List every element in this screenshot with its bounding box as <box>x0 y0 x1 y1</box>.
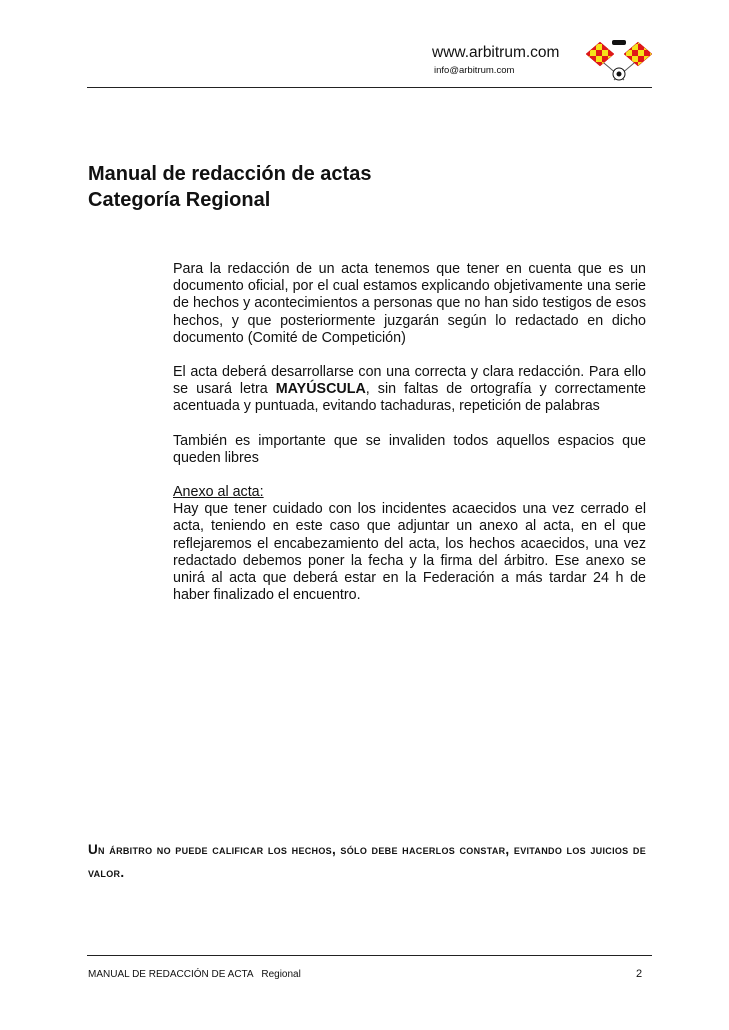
paragraph-intro: Para la redacción de un acta tenemos que tener en cuenta que es un documento oficial, por el cual estamos explicando objetivamente una serie de hechos y acontecimientos a personas que no han sido testigos de esos hechos, y que posteriormente juzgarán según lo redactado en dicho documento (Comité de Competición) <box>173 261 646 346</box>
paragraph-empty-spaces: También es importante que se invaliden todos aquellos espacios que queden libres <box>173 432 646 466</box>
paragraph-writing-rules <box>173 364 646 416</box>
referee-flags-logo-icon <box>584 38 654 82</box>
page-title <box>88 161 371 213</box>
annex-text: Hay que tener cuidado con los incidentes acaecidos una vez cerrado el acta, teniendo en este caso que adjuntar un anexo al acta, en el que reflejaremos el encabezamiento del acta, los hechos acaecidos, una vez redactado debemos poner la fecha y la firma del árbitro. Ese anexo se unirá al acta que deberá estar en la Federación a más tardar 24 h de haber finalizado el encuentro. <box>173 501 646 604</box>
footer-label: MANUAL DE REDACCIÓN DE ACTA Regional <box>88 969 301 980</box>
p2-text-before: El acta deberá desarrollarse con una correcta y clara redacción. Para ello se usará letra <box>173 364 646 398</box>
contact-email: info@arbitrum.com <box>434 65 515 76</box>
title-line-1: Manual de redacción de actas <box>88 163 372 185</box>
header-divider <box>87 87 652 88</box>
footer-divider <box>87 955 652 956</box>
title-line-2: Categoría Regional <box>88 189 271 211</box>
body-text <box>173 261 646 621</box>
p2-bold-word: MAYÚSCULA <box>275 381 366 398</box>
page-number: 2 <box>636 968 643 980</box>
p2-text-after: , sin faltas de ortografía y correctamente acentuada y puntuada, evitando tachaduras, repetición de palabras <box>173 381 646 415</box>
website-url: www.arbitrum.com <box>432 44 560 61</box>
highlight-quote: Un árbitro no puede calificar los hechos, sólo debe hacerlos constar, evitando los juicios de valor. <box>88 842 646 880</box>
paragraph-annex <box>173 484 646 604</box>
annex-heading: Anexo al acta: <box>173 484 264 501</box>
